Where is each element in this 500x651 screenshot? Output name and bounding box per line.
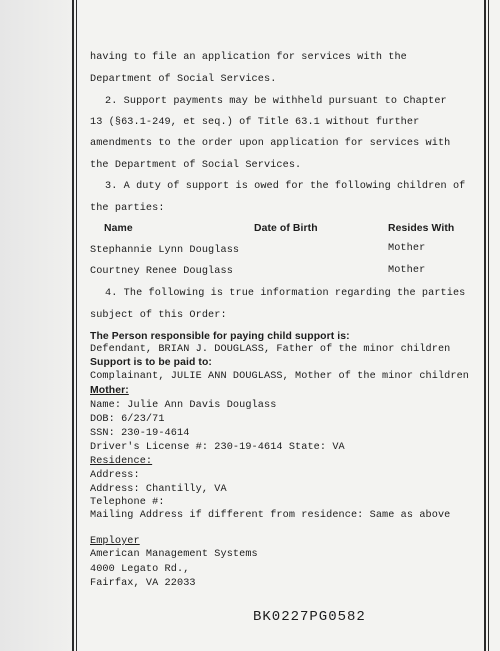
mother-line: DOB: 6/23/71 [90,414,165,425]
residence-line: Address: Chantilly, VA [90,484,227,495]
child-name: Stephannie Lynn Douglass [90,245,240,256]
payee-text: Complainant, JULIE ANN DOUGLASS, Mother of the minor children [90,371,470,382]
paragraph-line: 13 (§63.1-249, et seq.) of Title 63.1 without further [90,117,420,128]
mother-line: Name: Julie Ann Davis Douglass [90,400,277,411]
paragraph-line: subject of this Order: [90,310,227,321]
child-resides: Mother [388,265,426,276]
payer-text: Defendant, BRIAN J. DOUGLASS, Father of the minor children [90,344,451,355]
payee-heading: Support is to be paid to: [90,357,212,368]
residence-line: Address: [90,470,140,481]
residence-line: Mailing Address if different from residence: Same as above [90,510,451,521]
table-header-resides: Resides With [388,223,455,234]
paragraph-line: 2. Support payments may be withheld pursuant to Chapter [105,96,447,107]
child-name: Courtney Renee Douglass [90,266,233,277]
employer-line: Fairfax, VA 22033 [90,578,196,589]
employer-line: 4000 Legato Rd., [90,564,190,575]
paragraph-line: Department of Social Services. [90,74,277,85]
residence-line: Telephone #: [90,497,165,508]
paragraph-line: 3. A duty of support is owed for the following children of [105,181,466,192]
mother-line: Driver's License #: 230-19-4614 State: VA [90,442,345,453]
book-page-stamp: BK0227PG0582 [253,609,366,625]
table-header-name: Name [104,223,133,234]
table-header-dob: Date of Birth [254,223,318,234]
paragraph-line: having to file an application for services with the [90,52,407,63]
paragraph-line: amendments to the order upon application for services with [90,138,451,149]
mother-heading: Mother: [90,385,129,396]
residence-heading: Residence: [90,456,153,467]
paragraph-line: the parties: [90,203,165,214]
child-resides: Mother [388,243,426,254]
employer-line: American Management Systems [90,549,258,560]
employer-heading: Employer [90,536,140,547]
payer-heading: The Person responsible for paying child support is: [90,331,350,342]
mother-line: SSN: 230-19-4614 [90,428,190,439]
paragraph-line: the Department of Social Services. [90,160,302,171]
paragraph-line: 4. The following is true information regarding the parties [105,288,466,299]
